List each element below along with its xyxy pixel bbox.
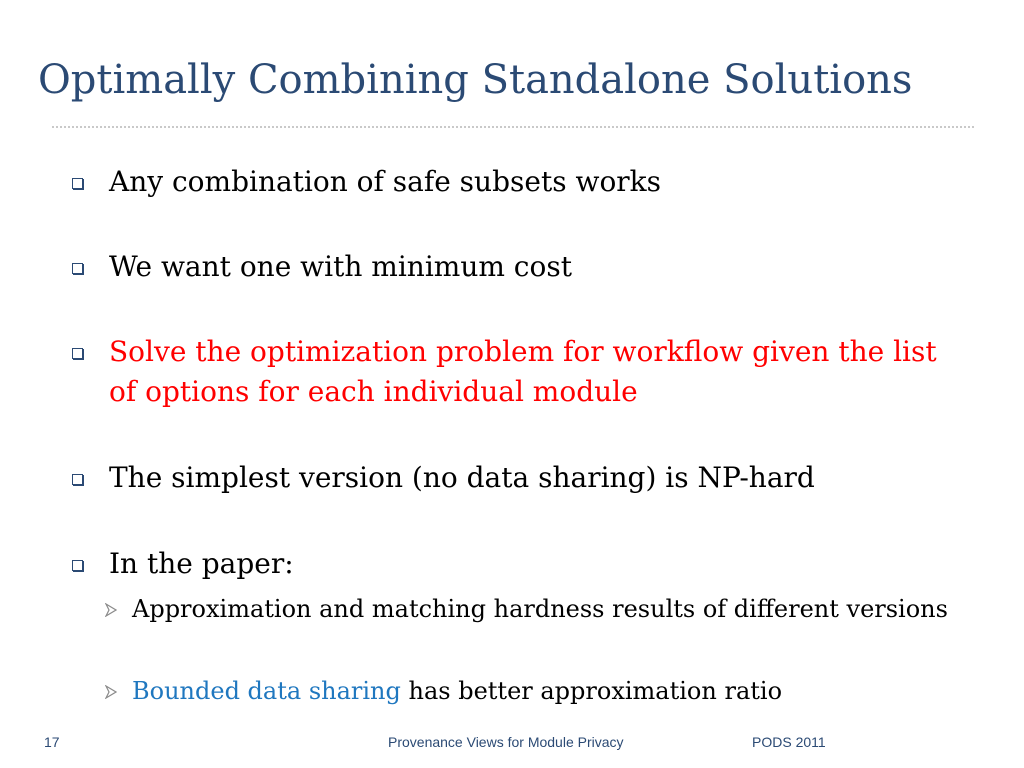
arrowhead-icon — [105, 685, 117, 699]
slide-title: Optimally Combining Standalone Solutions — [38, 57, 913, 103]
bullet-text: We want one with minimum cost — [109, 250, 572, 283]
bullet-text: Solve the optimization problem for workflow given the list of options for each individual module — [109, 335, 937, 408]
hollow-square-icon — [72, 348, 83, 359]
title-divider — [52, 126, 974, 128]
hollow-square-icon — [72, 263, 83, 274]
hollow-square-icon — [72, 560, 83, 571]
bullet-text: The simplest version (no data sharing) is NP-hard — [109, 461, 815, 494]
bullet-text: Any combination of safe subsets works — [109, 165, 662, 198]
footer-talk-title: Provenance Views for Module Privacy — [388, 734, 624, 750]
hollow-square-icon — [72, 474, 83, 485]
sub-bullet-text — [132, 674, 962, 708]
sub-bullet-text: Approximation and matching hardness results of different versions — [132, 595, 948, 623]
bullet-text: In the paper: — [109, 547, 294, 580]
slide-number: 17 — [44, 734, 60, 750]
footer-venue: PODS 2011 — [752, 734, 826, 750]
hollow-square-icon — [72, 178, 83, 189]
sub-bullet-rest: has better approximation ratio — [400, 677, 783, 705]
arrowhead-icon — [105, 603, 117, 617]
highlighted-phrase: Bounded data sharing — [132, 677, 401, 705]
